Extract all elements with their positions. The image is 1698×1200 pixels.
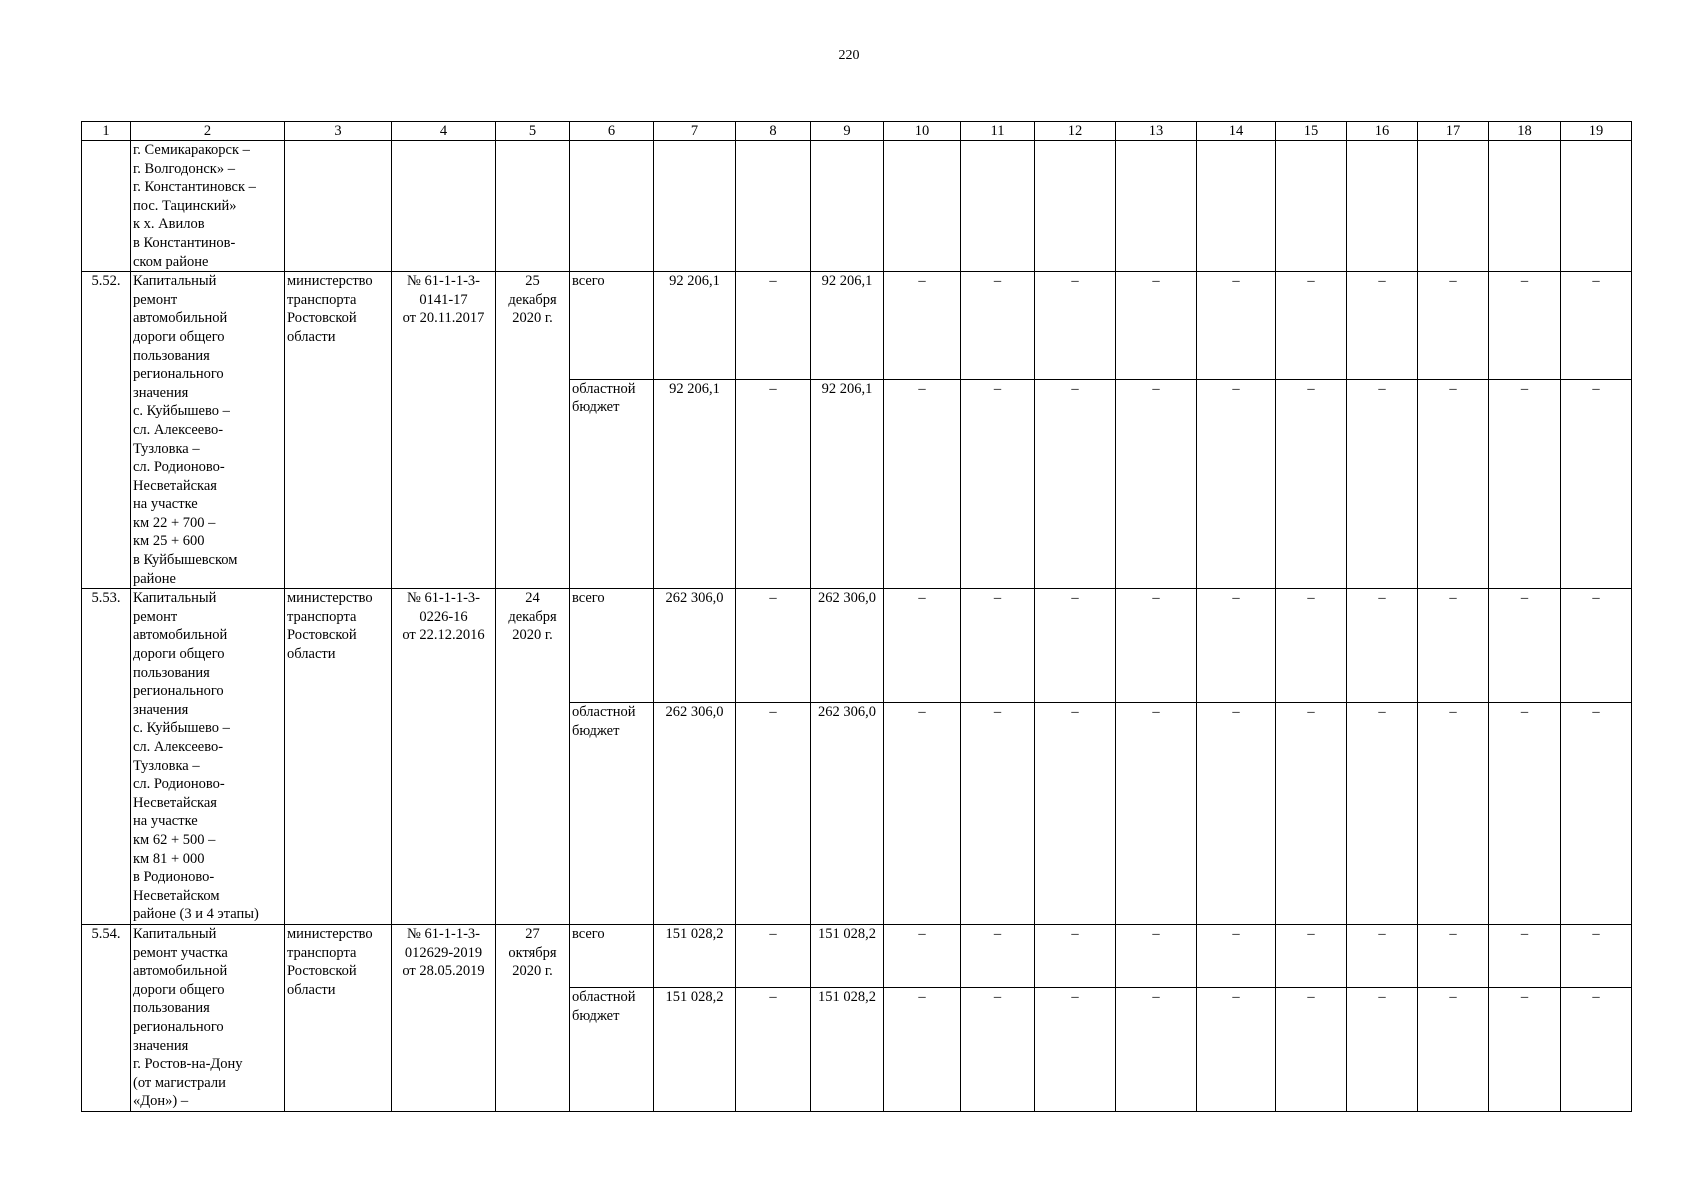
cell-line: в Родионово- bbox=[133, 869, 215, 886]
dash-cell: – bbox=[1035, 589, 1116, 703]
column-number-9: 9 bbox=[811, 122, 884, 141]
cell-line: министерство bbox=[287, 590, 373, 607]
dash-cell: – bbox=[961, 703, 1035, 925]
cell-line: дороги общего bbox=[133, 328, 225, 345]
empty-cell bbox=[884, 141, 961, 272]
empty-cell bbox=[1561, 141, 1632, 272]
amount-col-9: 151 028,2 bbox=[811, 924, 884, 987]
column-number-11: 11 bbox=[961, 122, 1035, 141]
cell-line: министерство bbox=[287, 273, 373, 290]
dash-cell: – bbox=[1197, 272, 1276, 380]
cell-line: областной bbox=[572, 989, 636, 1006]
amount-col-9: 262 306,0 bbox=[811, 703, 884, 925]
cell-line: всего bbox=[572, 273, 605, 290]
funding-source bbox=[570, 988, 654, 1112]
cell-line: Несветайская bbox=[133, 477, 217, 494]
funding-source bbox=[570, 379, 654, 589]
funding-source bbox=[570, 924, 654, 987]
amount-col-9: 92 206,1 bbox=[811, 272, 884, 380]
amount-col-8: – bbox=[736, 379, 811, 589]
funding-source bbox=[570, 589, 654, 703]
cell-line: области bbox=[287, 646, 336, 663]
dash-cell: – bbox=[1197, 924, 1276, 987]
dash-cell: – bbox=[1489, 988, 1561, 1112]
amount-col-8: – bbox=[736, 924, 811, 987]
column-number-4: 4 bbox=[392, 122, 496, 141]
cell-line: автомобильной bbox=[133, 310, 228, 327]
empty-cell bbox=[811, 141, 884, 272]
amount-col-8: – bbox=[736, 589, 811, 703]
dash-cell: – bbox=[1035, 924, 1116, 987]
dash-cell: – bbox=[1035, 703, 1116, 925]
column-number-8: 8 bbox=[736, 122, 811, 141]
cell-line: районе (3 и 4 этапы) bbox=[133, 906, 259, 923]
cell-line: от 22.12.2016 bbox=[402, 627, 485, 644]
dash-cell: – bbox=[1561, 988, 1632, 1112]
dash-cell: – bbox=[884, 988, 961, 1112]
program-table bbox=[81, 121, 1632, 1112]
column-number-1: 1 bbox=[82, 122, 131, 141]
cell-line: значения bbox=[133, 701, 189, 718]
cell-line: дороги общего bbox=[133, 981, 225, 998]
dash-cell: – bbox=[1276, 703, 1347, 925]
cell-line: Ростовской bbox=[287, 627, 357, 644]
cell-line: бюджет bbox=[572, 722, 620, 739]
cell-line: ремонт bbox=[133, 608, 178, 625]
cell-line: регионального bbox=[133, 366, 224, 383]
cell-line: 24 bbox=[525, 590, 540, 607]
cell-line: министерство bbox=[287, 925, 373, 942]
dash-cell: – bbox=[1418, 272, 1489, 380]
cell-line: сл. Родионово- bbox=[133, 776, 225, 793]
cell-line: г. Волгодонск» – bbox=[133, 160, 235, 177]
deadline-cell bbox=[496, 141, 570, 272]
amount-total: 92 206,1 bbox=[654, 379, 736, 589]
cell-line: всего bbox=[572, 925, 605, 942]
cell-line: «Дон») – bbox=[133, 1093, 189, 1110]
cell-line: областной bbox=[572, 704, 636, 721]
empty-cell bbox=[1116, 141, 1197, 272]
cell-line: с. Куйбышево – bbox=[133, 403, 230, 420]
dash-cell: – bbox=[1116, 379, 1197, 589]
cell-line: районе bbox=[133, 570, 176, 587]
dash-cell: – bbox=[1035, 379, 1116, 589]
table-row bbox=[82, 272, 1632, 380]
dash-cell: – bbox=[1116, 924, 1197, 987]
cell-line: (от магистрали bbox=[133, 1074, 226, 1091]
empty-cell bbox=[654, 141, 736, 272]
cell-line: 25 bbox=[525, 273, 540, 290]
dash-cell: – bbox=[1116, 703, 1197, 925]
dash-cell: – bbox=[1116, 589, 1197, 703]
cell-line: на участке bbox=[133, 496, 198, 513]
column-number-12: 12 bbox=[1035, 122, 1116, 141]
column-number-2: 2 bbox=[131, 122, 285, 141]
cell-line: в Константинов- bbox=[133, 234, 236, 251]
dash-cell: – bbox=[1197, 988, 1276, 1112]
cell-line: автомобильной bbox=[133, 627, 228, 644]
dash-cell: – bbox=[1489, 272, 1561, 380]
cell-line: Несветайская bbox=[133, 794, 217, 811]
cell-line: регионального bbox=[133, 683, 224, 700]
table-row bbox=[82, 589, 1632, 703]
cell-line: декабря bbox=[508, 608, 557, 625]
cell-line: № 61-1-1-3- bbox=[406, 590, 481, 607]
row-id: 5.52. bbox=[82, 272, 131, 589]
column-number-18: 18 bbox=[1489, 122, 1561, 141]
column-number-7: 7 bbox=[654, 122, 736, 141]
column-number-13: 13 bbox=[1116, 122, 1197, 141]
cell-line: сл. Родионово- bbox=[133, 459, 225, 476]
customer-cell bbox=[285, 589, 392, 925]
cell-line: 2020 г. bbox=[512, 627, 553, 644]
cell-line: Тузловка – bbox=[133, 440, 200, 457]
cell-line: дороги общего bbox=[133, 646, 225, 663]
customer-cell bbox=[285, 924, 392, 1111]
object-name bbox=[131, 272, 285, 589]
column-number-6: 6 bbox=[570, 122, 654, 141]
row-id bbox=[82, 141, 131, 272]
cell-line: бюджет bbox=[572, 399, 620, 416]
column-number-16: 16 bbox=[1347, 122, 1418, 141]
amount-col-9: 262 306,0 bbox=[811, 589, 884, 703]
object-name bbox=[131, 141, 285, 272]
object-name bbox=[131, 589, 285, 925]
cell-line: значения bbox=[133, 1037, 189, 1054]
cell-line: г. Семикаракорск – bbox=[133, 142, 250, 158]
dash-cell: – bbox=[1561, 589, 1632, 703]
customer-cell bbox=[285, 272, 392, 589]
customer-cell bbox=[285, 141, 392, 272]
cell-line: регионального bbox=[133, 1018, 224, 1035]
cell-line: автомобильной bbox=[133, 963, 228, 980]
amount-total: 151 028,2 bbox=[654, 988, 736, 1112]
cell-line: 0226-16 bbox=[419, 608, 468, 625]
empty-cell bbox=[1347, 141, 1418, 272]
contract-cell bbox=[392, 589, 496, 925]
cell-line: к х. Авилов bbox=[133, 216, 205, 233]
dash-cell: – bbox=[884, 379, 961, 589]
dash-cell: – bbox=[1347, 703, 1418, 925]
row-id: 5.53. bbox=[82, 589, 131, 925]
cell-line: на участке bbox=[133, 813, 198, 830]
cell-line: от 20.11.2017 bbox=[402, 310, 485, 327]
cell-line: пользования bbox=[133, 347, 210, 364]
column-number-10: 10 bbox=[884, 122, 961, 141]
cell-line: пос. Тацинский» bbox=[133, 197, 237, 214]
contract-cell bbox=[392, 141, 496, 272]
dash-cell: – bbox=[1347, 988, 1418, 1112]
cell-line: бюджет bbox=[572, 1007, 620, 1024]
deadline-cell bbox=[496, 924, 570, 1111]
dash-cell: – bbox=[1489, 924, 1561, 987]
column-number-19: 19 bbox=[1561, 122, 1632, 141]
cell-line: 0141-17 bbox=[419, 291, 468, 308]
cell-line: сл. Алексеево- bbox=[133, 421, 224, 438]
dash-cell: – bbox=[1561, 924, 1632, 987]
contract-cell bbox=[392, 272, 496, 589]
cell-line: значения bbox=[133, 384, 189, 401]
cell-line: № 61-1-1-3- bbox=[406, 273, 481, 290]
amount-col-8: – bbox=[736, 703, 811, 925]
amount-col-8: – bbox=[736, 988, 811, 1112]
table-row bbox=[82, 924, 1632, 987]
column-number-row bbox=[82, 122, 1632, 141]
cell-line: Капитальный bbox=[133, 590, 217, 607]
empty-cell bbox=[1197, 141, 1276, 272]
dash-cell: – bbox=[1276, 589, 1347, 703]
dash-cell: – bbox=[1347, 379, 1418, 589]
cell-line: г. Константиновск – bbox=[133, 179, 256, 196]
cell-line: 2020 г. bbox=[512, 310, 553, 327]
cell-line: км 22 + 700 – bbox=[133, 514, 216, 531]
cell-line: ремонт bbox=[133, 291, 178, 308]
dash-cell: – bbox=[1276, 272, 1347, 380]
dash-cell: – bbox=[1197, 589, 1276, 703]
dash-cell: – bbox=[1418, 703, 1489, 925]
dash-cell: – bbox=[1347, 589, 1418, 703]
dash-cell: – bbox=[1561, 272, 1632, 380]
cell-line: с. Куйбышево – bbox=[133, 720, 230, 737]
dash-cell: – bbox=[961, 988, 1035, 1112]
object-name bbox=[131, 924, 285, 1111]
dash-cell: – bbox=[1489, 379, 1561, 589]
cell-line: Несветайском bbox=[133, 887, 220, 904]
amount-total: 262 306,0 bbox=[654, 589, 736, 703]
dash-cell: – bbox=[1116, 988, 1197, 1112]
amount-col-9: 151 028,2 bbox=[811, 988, 884, 1112]
empty-cell bbox=[1418, 141, 1489, 272]
dash-cell: – bbox=[1035, 272, 1116, 380]
cell-line: области bbox=[287, 328, 336, 345]
dash-cell: – bbox=[1197, 703, 1276, 925]
column-number-5: 5 bbox=[496, 122, 570, 141]
dash-cell: – bbox=[884, 589, 961, 703]
empty-cell bbox=[1035, 141, 1116, 272]
page-number: 220 bbox=[838, 48, 860, 63]
dash-cell: – bbox=[961, 272, 1035, 380]
cell-line: км 81 + 000 bbox=[133, 850, 205, 867]
dash-cell: – bbox=[1116, 272, 1197, 380]
cell-line: транспорта bbox=[287, 291, 357, 308]
empty-cell bbox=[1489, 141, 1561, 272]
column-number-15: 15 bbox=[1276, 122, 1347, 141]
dash-cell: – bbox=[961, 924, 1035, 987]
empty-cell bbox=[961, 141, 1035, 272]
dash-cell: – bbox=[1561, 379, 1632, 589]
cell-line: области bbox=[287, 981, 336, 998]
dash-cell: – bbox=[1418, 589, 1489, 703]
cell-line: декабря bbox=[508, 291, 557, 308]
table-row bbox=[82, 141, 1632, 272]
dash-cell: – bbox=[884, 703, 961, 925]
cell-line: № 61-1-1-3- bbox=[406, 925, 481, 942]
empty-cell bbox=[570, 141, 654, 272]
cell-line: Тузловка – bbox=[133, 757, 200, 774]
dash-cell: – bbox=[884, 924, 961, 987]
empty-cell bbox=[736, 141, 811, 272]
dash-cell: – bbox=[1347, 924, 1418, 987]
column-number-14: 14 bbox=[1197, 122, 1276, 141]
cell-line: октября bbox=[508, 944, 557, 961]
cell-line: в Куйбышевском bbox=[133, 552, 238, 569]
dash-cell: – bbox=[1489, 703, 1561, 925]
cell-line: Ростовской bbox=[287, 963, 357, 980]
dash-cell: – bbox=[1197, 379, 1276, 589]
empty-cell bbox=[1276, 141, 1347, 272]
amount-total: 92 206,1 bbox=[654, 272, 736, 380]
funding-source bbox=[570, 703, 654, 925]
column-number-3: 3 bbox=[285, 122, 392, 141]
dash-cell: – bbox=[884, 272, 961, 380]
dash-cell: – bbox=[1276, 988, 1347, 1112]
cell-line: ремонт участка bbox=[133, 944, 228, 961]
dash-cell: – bbox=[1418, 988, 1489, 1112]
deadline-cell bbox=[496, 272, 570, 589]
dash-cell: – bbox=[1418, 379, 1489, 589]
dash-cell: – bbox=[1418, 924, 1489, 987]
dash-cell: – bbox=[961, 589, 1035, 703]
cell-line: 27 bbox=[525, 925, 540, 942]
amount-total: 151 028,2 bbox=[654, 924, 736, 987]
dash-cell: – bbox=[1489, 589, 1561, 703]
cell-line: областной bbox=[572, 380, 636, 397]
cell-line: 2020 г. bbox=[512, 963, 553, 980]
cell-line: пользования bbox=[133, 1000, 210, 1017]
cell-line: 012629-2019 bbox=[404, 944, 483, 961]
contract-cell bbox=[392, 924, 496, 1111]
amount-col-9: 92 206,1 bbox=[811, 379, 884, 589]
cell-line: пользования bbox=[133, 664, 210, 681]
cell-line: Ростовской bbox=[287, 310, 357, 327]
dash-cell: – bbox=[1561, 703, 1632, 925]
cell-line: ском районе bbox=[133, 253, 209, 270]
cell-line: г. Ростов-на-Дону bbox=[133, 1056, 243, 1073]
deadline-cell bbox=[496, 589, 570, 925]
dash-cell: – bbox=[1347, 272, 1418, 380]
cell-line: от 28.05.2019 bbox=[402, 963, 485, 980]
cell-line: сл. Алексеево- bbox=[133, 739, 224, 755]
amount-total: 262 306,0 bbox=[654, 703, 736, 925]
cell-line: транспорта bbox=[287, 608, 357, 625]
cell-line: км 25 + 600 bbox=[133, 533, 205, 550]
dash-cell: – bbox=[961, 379, 1035, 589]
dash-cell: – bbox=[1035, 988, 1116, 1112]
dash-cell: – bbox=[1276, 924, 1347, 987]
cell-line: Капитальный bbox=[133, 925, 217, 942]
cell-line: км 62 + 500 – bbox=[133, 831, 216, 848]
cell-line: всего bbox=[572, 590, 605, 607]
row-id: 5.54. bbox=[82, 924, 131, 1111]
cell-line: Капитальный bbox=[133, 273, 217, 290]
amount-col-8: – bbox=[736, 272, 811, 380]
dash-cell: – bbox=[1276, 379, 1347, 589]
column-number-17: 17 bbox=[1418, 122, 1489, 141]
funding-source bbox=[570, 272, 654, 380]
cell-line: транспорта bbox=[287, 944, 357, 961]
